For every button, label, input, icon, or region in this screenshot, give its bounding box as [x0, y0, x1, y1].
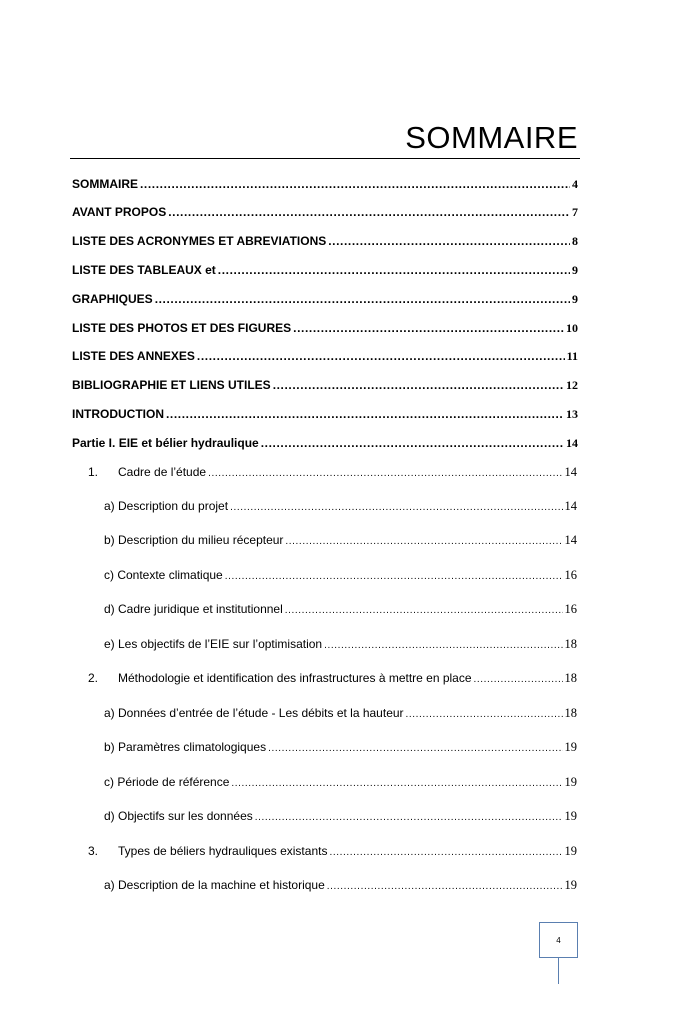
toc-leader-dots [166, 407, 564, 421]
toc-leader-dots [168, 205, 570, 219]
page-number-line [558, 958, 559, 984]
toc-page-number: 10 [566, 321, 578, 335]
toc-entry-cadre-etude[interactable] [88, 465, 577, 481]
toc-entry-parametres-climatologiques[interactable] [104, 740, 577, 756]
toc-leader-dots [268, 743, 562, 754]
toc-leader-dots [273, 378, 564, 392]
toc-label: b) Paramètres climatologiques [104, 740, 267, 754]
toc-label: LISTE DES PHOTOS ET DES FIGURES [72, 321, 292, 335]
toc-entry-description-projet[interactable] [104, 499, 577, 515]
toc-label: SOMMAIRE [72, 177, 138, 191]
toc-label: LISTE DES ACRONYMES ET ABREVIATIONS [72, 234, 327, 248]
toc-leader-dots [225, 571, 563, 582]
toc-label: Méthodologie et identification des infrastructures à mettre en place [118, 671, 472, 685]
toc-leader-dots [155, 292, 570, 306]
toc-leader-dots [474, 674, 563, 685]
toc-label: d) Cadre juridique et institutionnel [104, 602, 283, 616]
toc-leader-dots [293, 321, 564, 335]
toc-entry-bibliographie[interactable] [72, 378, 578, 394]
toc-leader-dots [285, 536, 562, 547]
toc-page-number: 18 [564, 637, 577, 651]
toc-label: LISTE DES ANNEXES [72, 349, 195, 363]
toc-label: a) Description du projet [104, 499, 229, 513]
toc-label: a) Données d’entrée de l’étude - Les débits et la hauteur [104, 706, 404, 720]
toc-section-number: 3. [88, 844, 99, 858]
toc-leader-dots [285, 605, 563, 616]
toc-entry-donnees-entree[interactable] [104, 706, 577, 722]
toc-entry-objectifs-donnees[interactable] [104, 809, 577, 825]
toc-leader-dots [197, 349, 565, 363]
toc-page-number: 14 [566, 436, 578, 450]
toc-entry-annexes[interactable] [72, 349, 578, 365]
toc-page-number: 4 [572, 177, 578, 191]
toc-page-number: 18 [564, 706, 577, 720]
toc-page-number: 14 [564, 533, 577, 547]
toc-label: Types de béliers hydrauliques existants [118, 844, 328, 858]
toc-page-number: 19 [564, 878, 577, 892]
page-number: 4 [556, 935, 561, 945]
toc-leader-dots [218, 263, 570, 277]
toc-leader-dots [208, 468, 562, 479]
page-title: SOMMAIRE [405, 120, 578, 155]
toc-leader-dots [327, 881, 563, 892]
toc-page-number: 8 [572, 234, 578, 248]
toc-entry-avant-propos[interactable] [72, 205, 578, 221]
toc-page-number: 16 [564, 568, 577, 582]
page-number-box [539, 922, 578, 958]
toc-section-number: 2. [88, 671, 99, 685]
toc-entry-objectifs-eie[interactable] [104, 637, 577, 653]
toc-leader-dots [329, 847, 562, 858]
toc-entry-tableaux[interactable] [72, 263, 578, 279]
toc-label: GRAPHIQUES [72, 292, 153, 306]
toc-page-number: 11 [566, 349, 578, 363]
toc-entry-acronymes[interactable] [72, 234, 578, 250]
toc-entry-contexte-climatique[interactable] [104, 568, 577, 584]
toc-leader-dots [231, 778, 562, 789]
toc-page-number: 12 [566, 378, 578, 392]
toc-page-number: 13 [566, 407, 578, 421]
toc-leader-dots [324, 640, 562, 651]
toc-page-number: 7 [572, 205, 578, 219]
toc-page-number: 19 [564, 775, 577, 789]
toc-label: INTRODUCTION [72, 407, 164, 421]
toc-entry-types-beliers[interactable] [88, 844, 577, 860]
toc-entry-graphiques[interactable] [72, 292, 578, 308]
toc-leader-dots [230, 502, 562, 513]
toc-page-number: 19 [564, 809, 577, 823]
toc-leader-dots [406, 709, 563, 720]
toc-label-wrap [88, 465, 206, 479]
toc-leader-dots [328, 234, 570, 248]
toc-page-number: 18 [564, 671, 577, 685]
toc-entry-introduction[interactable] [72, 407, 578, 423]
toc-entry-sommaire[interactable] [72, 177, 578, 193]
toc-label: c) Période de référence [104, 775, 230, 789]
toc-entry-photos-figures[interactable] [72, 321, 578, 337]
toc-label: d) Objectifs sur les données [104, 809, 253, 823]
toc-page-number: 16 [564, 602, 577, 616]
toc-label-wrap [88, 844, 327, 858]
toc-label: BIBLIOGRAPHIE ET LIENS UTILES [72, 378, 271, 392]
toc-label-wrap [88, 671, 472, 685]
toc-page-number: 9 [572, 263, 578, 277]
toc-entry-milieu-recepteur[interactable] [104, 533, 577, 549]
toc-page-number: 9 [572, 292, 578, 306]
toc-label: LISTE DES TABLEAUX et [72, 263, 216, 277]
toc-section-number: 1. [88, 465, 99, 479]
toc-leader-dots [255, 812, 563, 823]
toc-label: e) Les objectifs de l’EIE sur l’optimisation [104, 637, 323, 651]
toc-label: Cadre de l’étude [118, 465, 207, 479]
toc-entry-cadre-juridique[interactable] [104, 602, 577, 618]
toc-page-number: 19 [564, 740, 577, 754]
toc-label: Partie I. EIE et bélier hydraulique [72, 436, 259, 450]
toc-entry-periode-reference[interactable] [104, 775, 577, 791]
toc-page-number: 14 [564, 499, 577, 513]
toc-entry-partie-1[interactable] [72, 436, 578, 452]
toc-leader-dots [140, 177, 570, 191]
toc-entry-description-machine[interactable] [104, 878, 577, 894]
toc-label: a) Description de la machine et historique [104, 878, 325, 892]
toc-label: b) Description du milieu récepteur [104, 533, 284, 547]
toc-label: c) Contexte climatique [104, 568, 223, 582]
toc-page-number: 14 [564, 465, 577, 479]
toc-entry-methodologie[interactable] [88, 671, 577, 687]
toc-label: AVANT PROPOS [72, 205, 167, 219]
toc-leader-dots [261, 436, 564, 450]
toc-page-number: 19 [564, 844, 577, 858]
